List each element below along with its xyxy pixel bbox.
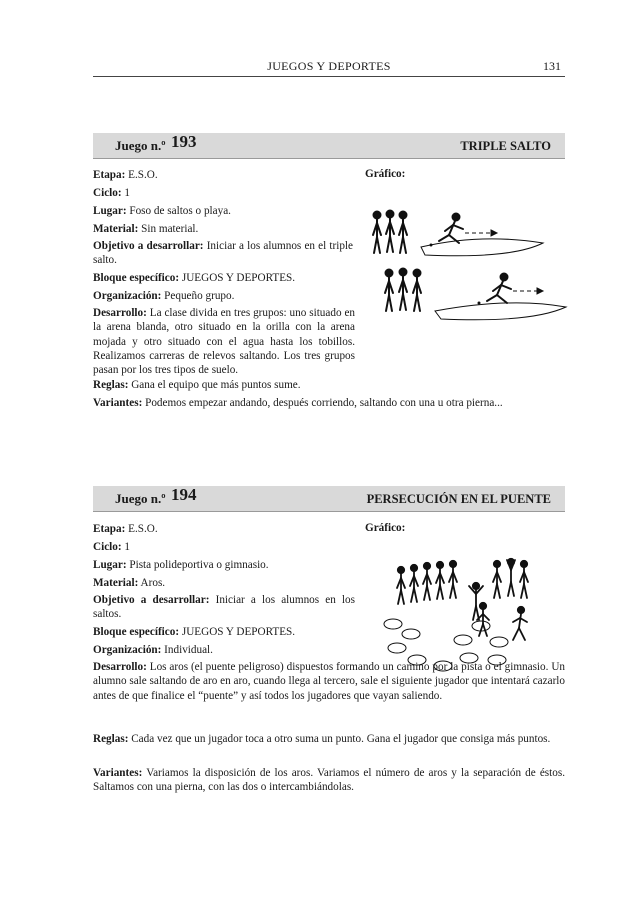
desarrollo-value: La clase divida en tres grupos: uno situado en la arena blanda, otro situado en la orilla con la arena mojada y otro situado con el agua hasta los tobillos. Realizamos carreras de relevos saltando. Los tres grupos pasan por los tres tipos de suelo. <box>93 307 355 377</box>
lugar-label: Lugar: <box>93 559 127 571</box>
desarrollo-label: Desarrollo: <box>93 307 147 319</box>
bloque-label: Bloque específico: <box>93 626 180 638</box>
game-card-194 <box>93 486 565 806</box>
bloque-label: Bloque específico: <box>93 272 180 284</box>
bloque-row <box>93 625 295 639</box>
game-label: Juego n.º <box>115 138 166 153</box>
variantes-row <box>93 396 503 410</box>
game-number: 194 <box>171 485 197 504</box>
ciclo-label: Ciclo: <box>93 541 122 553</box>
desarrollo-row <box>93 306 355 377</box>
etapa-row <box>93 522 158 536</box>
lugar-value: Pista polideportiva o gimnasio. <box>129 559 269 571</box>
variantes-value: Podemos empezar andando, después corriendo, saltando con una u otra pierna... <box>145 397 503 409</box>
bloque-value: JUEGOS Y DEPORTES. <box>181 626 296 638</box>
etapa-label: Etapa: <box>93 523 126 535</box>
game-label: Juego n.º <box>115 491 166 506</box>
bloque-row <box>93 271 295 285</box>
page-number: 131 <box>543 59 561 73</box>
organizacion-label: Organización: <box>93 644 162 656</box>
lugar-label: Lugar: <box>93 205 127 217</box>
variantes-label: Variantes: <box>93 397 143 409</box>
etapa-value: E.S.O. <box>128 523 158 535</box>
material-row <box>93 576 165 590</box>
etapa-value: E.S.O. <box>128 169 158 181</box>
ciclo-row <box>93 540 130 554</box>
material-value: Aros. <box>140 577 166 589</box>
running-header <box>93 58 565 77</box>
objetivo-row <box>93 593 355 622</box>
organizacion-label: Organización: <box>93 290 162 302</box>
ciclo-label: Ciclo: <box>93 187 122 199</box>
game-name: TRIPLE SALTO <box>460 139 551 153</box>
etapa-label: Etapa: <box>93 169 126 181</box>
objetivo-row <box>93 239 353 268</box>
organizacion-row <box>93 289 234 303</box>
reglas-label: Reglas: <box>93 379 129 391</box>
objetivo-label: Objetivo a desarrollar: <box>93 240 204 252</box>
variantes-row <box>93 766 565 795</box>
reglas-label: Reglas: <box>93 733 129 745</box>
objetivo-value: Iniciar a los alumnos en el triple salto. <box>93 240 354 267</box>
lugar-value: Foso de saltos o playa. <box>129 205 231 217</box>
material-row <box>93 222 198 236</box>
material-label: Material: <box>93 577 139 589</box>
ciclo-row <box>93 186 130 200</box>
standing-figure <box>373 212 381 254</box>
hoop-bridge-illustration <box>371 556 567 676</box>
lugar-row <box>93 558 269 572</box>
organizacion-value: Pequeño grupo. <box>164 290 235 302</box>
ciclo-value: 1 <box>124 187 130 199</box>
material-label: Material: <box>93 223 139 235</box>
organizacion-value: Individual. <box>164 644 213 656</box>
variantes-label: Variantes: <box>93 767 143 779</box>
grafico-label: Gráfico: <box>365 168 406 180</box>
game-title-bar <box>93 486 565 512</box>
lugar-row <box>93 204 231 218</box>
desarrollo-value: Los aros (el puente peligroso) dispuestos formando un camino por la pista o el gimnasio. Un alumno sale saltando de aro en aro, cuando llega al tercero, sale el siguiente jugador que intentará cazarlo antes de que finalice el “puente” y así todos los jugadores que vayan saliendo. <box>93 661 565 702</box>
material-value: Sin material. <box>141 223 199 235</box>
objetivo-label: Objetivo a desarrollar: <box>93 594 210 606</box>
game-title-bar <box>93 133 565 159</box>
reglas-row <box>93 378 301 392</box>
ciclo-value: 1 <box>124 541 130 553</box>
running-header-title: JUEGOS Y DEPORTES <box>267 59 391 73</box>
bloque-value: JUEGOS Y DEPORTES. <box>181 272 296 284</box>
organizacion-row <box>93 643 213 657</box>
variantes-value: Variamos la disposición de los aros. Variamos el número de aros y la separación de éstos. Saltamos con una pierna, con las dos o intercambiándolas. <box>93 767 565 794</box>
desarrollo-label: Desarrollo: <box>93 661 147 673</box>
game-number: 193 <box>171 132 197 151</box>
game-card-193 <box>93 133 565 423</box>
game-name: PERSECUCIÓN EN EL PUENTE <box>366 492 551 506</box>
reglas-value: Gana el equipo que más puntos sume. <box>131 379 301 391</box>
reglas-row <box>93 732 565 746</box>
grafico-label: Gráfico: <box>365 522 406 534</box>
objetivo-value: Iniciar a los alumnos en los saltos. <box>93 594 355 621</box>
reglas-value: Cada vez que un jugador toca a otro suma un punto. Gana el jugador que consiga más puntos. <box>131 733 551 745</box>
etapa-row <box>93 168 158 182</box>
triple-jump-illustration <box>361 203 571 383</box>
